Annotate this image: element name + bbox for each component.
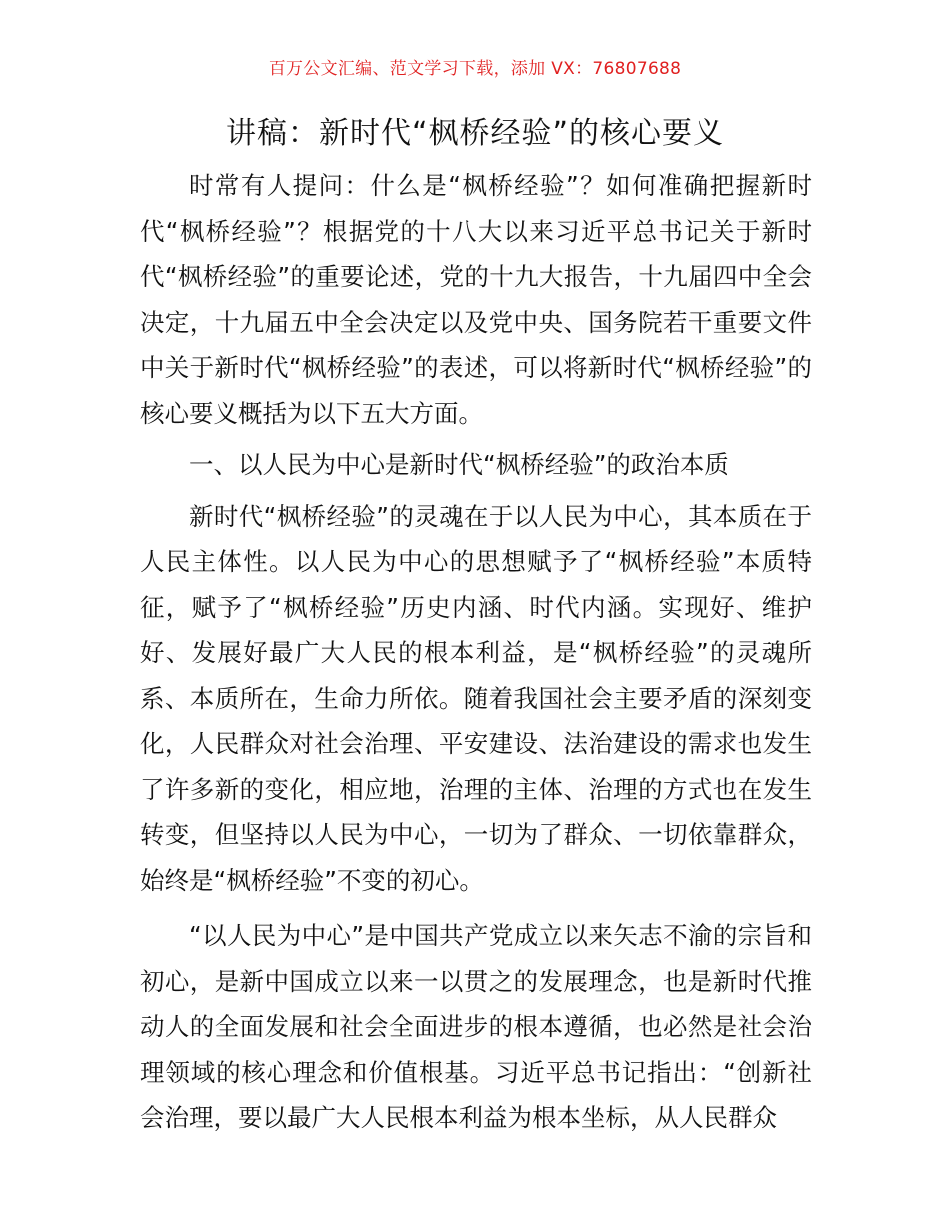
page-title: 讲稿：新时代“枫桥经验”的核心要义 [225, 116, 725, 151]
paragraph-body: 新时代“枫桥经验”的灵魂在于以人民为中心，其本质在于人民主体性。以人民为中心的思想赋予了“枫桥经验”本质特征，赋予了“枫桥经验”历史内涵、时代内涵。实现好、维护好、发展好最广大人民的根本利益，是“枫桥经验”的灵魂所系、本质所在，生命力所依。随着我国社会主要矛盾的深刻变化，人民群众对社会治理、平安建设、法治建设的需求也发生了许多新的变化，相应地，治理的主体、治理的方式也在发生转变，但坚持以人民为中心，一切为了群众、一切依靠群众，始终是“枫桥经验”不变的初心。 [140, 501, 812, 895]
paragraph-intro: 时常有人提问：什么是“枫桥经验”？如何准确把握新时代“枫桥经验”？根据党的十八大以来习近平总书记关于新时代“枫桥经验”的重要论述，党的十九大报告，十九届四中全会决定，十九届五中全会决定以及党中央、国务院若干重要文件中关于新时代“枫桥经验”的表述，可以将新时代“枫桥经验”的核心要义概括为以下五大方面。 [140, 171, 812, 428]
section-heading: 一、以人民为中心是新时代“枫桥经验”的政治本质 [189, 450, 729, 479]
document-body [140, 163, 812, 1141]
paragraph-body: “以人民为中心”是中国共产党成立以来矢志不渝的宗旨和初心，是新中国成立以来一以贯之的发展理念，也是新时代推动人的全面发展和社会全面进步的根本遵循，也必然是社会治理领域的核心理念和价值根基。习近平总书记指出：“创新社会治理，要以最广大人民根本利益为根本坐标，从人民群众 [140, 921, 812, 1132]
watermark-header: 百万公文汇编、范文学习下载，添加 VX：76807688 [268, 59, 682, 79]
